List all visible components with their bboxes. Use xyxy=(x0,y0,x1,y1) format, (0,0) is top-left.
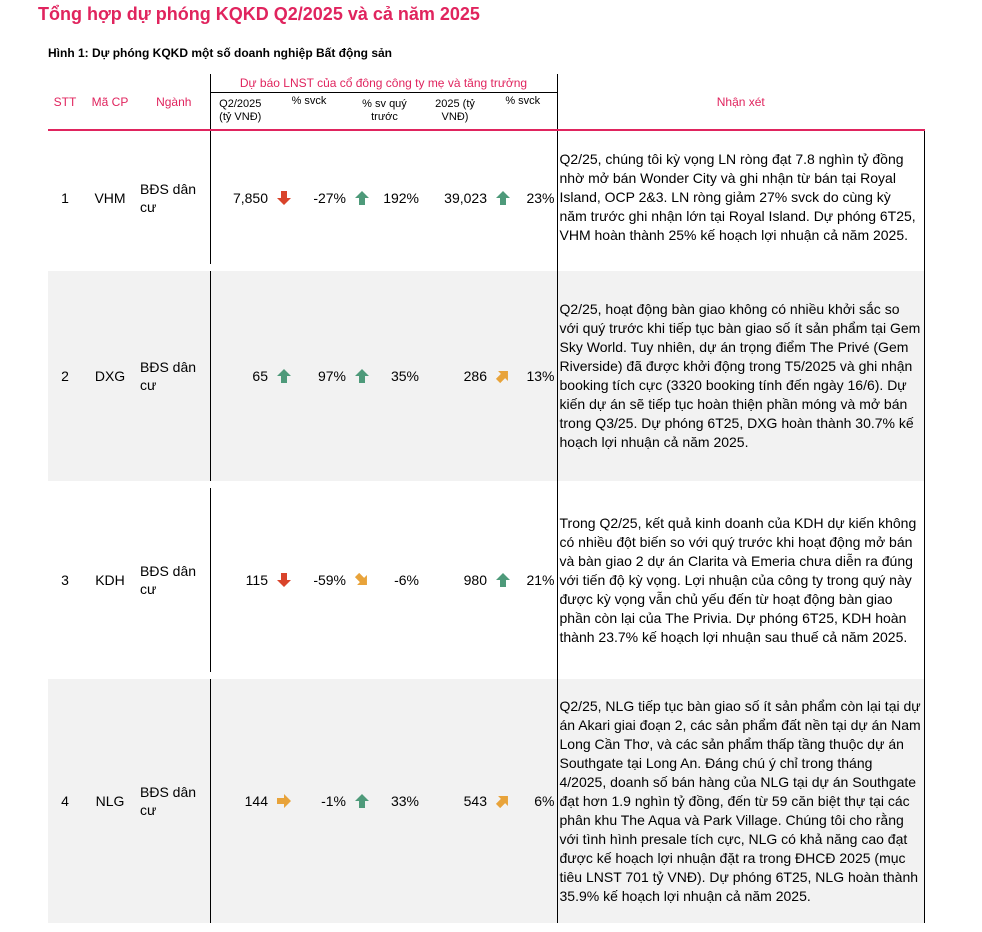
header-fy-line1: 2025 (tỷ xyxy=(435,97,475,110)
header-q2-line1: Q2/2025 xyxy=(219,97,262,110)
table-row xyxy=(48,488,924,672)
arrow-down-red-icon xyxy=(276,572,292,588)
cell-sector xyxy=(138,488,210,672)
cell-qoq-value: 35% xyxy=(390,368,419,384)
cell-yoy-value: -27% xyxy=(313,189,346,206)
header-sector: Ngành xyxy=(138,74,210,130)
cell-fy-yoy-value: 6% xyxy=(534,793,555,809)
cell-qoq xyxy=(348,679,421,923)
cell-fy-yoy-value: 21% xyxy=(526,572,555,588)
cell-fy: 39,023 xyxy=(444,189,487,206)
table-row xyxy=(48,130,924,264)
cell-comment: Q2/25, chúng tôi kỳ vọng LN ròng đạt 7.8 nghìn tỷ đồng nhờ mở bán Wonder City và ghi nhận từ bán tại Royal Island, OCP 2&3. LN ròng giảm 27% svck do cùng kỳ năm trước ghi nhận lớn tại Royal Island. Dự phóng 6T25, VHM hoàn thành 25% kế hoạch lợi nhuận cả năm 2025. xyxy=(557,130,924,264)
cell-ticker: NLG xyxy=(82,679,138,923)
cell-sector xyxy=(138,271,210,481)
cell-ticker: VHM xyxy=(94,189,126,206)
arrow-up-right-orange-icon xyxy=(495,368,511,384)
cell-fy-yoy-value: 23% xyxy=(526,189,555,206)
arrow-up-green-icon xyxy=(354,190,370,206)
header-comment: Nhận xét xyxy=(557,74,924,130)
cell-sector-line1: BĐS dân xyxy=(140,563,197,579)
cell-ticker: KDH xyxy=(95,572,125,588)
figure-caption: Hình 1: Dự phóng KQKD một số doanh nghiệp Bất động sản xyxy=(48,46,392,60)
cell-fy-yoy xyxy=(489,488,557,672)
cell-fy-yoy xyxy=(489,130,557,264)
row-spacer xyxy=(48,481,924,488)
header-fy-line2: VNĐ) xyxy=(441,110,469,123)
cell-fy: 286 xyxy=(421,271,489,481)
arrow-down-right-orange-icon xyxy=(354,572,370,588)
cell-sector-line2: cư xyxy=(140,581,157,597)
cell-yoy-value: -1% xyxy=(321,793,346,809)
cell-yoy xyxy=(270,488,348,672)
cell-comment: Q2/25, NLG tiếp tục bàn giao số ít sản phẩm còn lại tại dự án Akari giai đoạn 2, các sản phẩm đất nền tại dự án Nam Long Cần Thơ, và các sản phẩm thấp tầng thuộc dự án Southgate tại Long An. Đáng chú ý chỉ trong tháng 4/2025, doanh số bán hàng của NLG tại dự án Southgate đạt hơn 1.9 nghìn tỷ đồng, đến từ 59 căn biệt thự tại các phân khu The Aqua và Park Village. Chúng tôi cho rằng với tình hình presale tích cực, NLG có khả năng cao đạt được kế hoạch lợi nhuận đặt ra trong ĐHCĐ 2025 (mục tiêu LNST 701 tỷ VNĐ). Dự phóng 6T25, NLG hoàn thành 35.9% kế hoạch lợi nhuận cả năm 2025. xyxy=(557,679,924,923)
row-spacer xyxy=(48,264,924,271)
cell-qoq xyxy=(348,271,421,481)
cell-sector-line1: BĐS dân xyxy=(140,784,197,800)
arrow-up-green-icon xyxy=(495,190,511,206)
header-stt: STT xyxy=(48,74,82,130)
cell-fy-yoy xyxy=(489,271,557,481)
cell-sector-line1: BĐS dân xyxy=(140,180,197,197)
cell-comment: Trong Q2/25, kết quả kinh doanh của KDH dự kiến không có nhiều đột biến so với quý trước khi hoạt động mở bán và bàn giao 2 dự án Clarita và Emeria chưa diễn ra đúng với tiến độ kỳ vọng. Lợi nhuận của công ty trong quý này được kỳ vọng vẫn chủ yếu đến từ hoạt động bàn giao phần còn lại của The Privia. Dự phóng 6T25, KDH hoàn thành 23.7% kế hoạch lợi nhuận sau thuế cả năm 2025. xyxy=(557,488,924,672)
cell-fy: 543 xyxy=(421,679,489,923)
header-yoy: % svck xyxy=(270,92,348,130)
cell-qoq xyxy=(348,488,421,672)
arrow-up-right-orange-icon xyxy=(495,793,511,809)
arrow-down-red-icon xyxy=(276,190,292,206)
page-title: Tổng hợp dự phóng KQKD Q2/2025 và cả năm 2025 xyxy=(38,4,480,24)
cell-q2: 115 xyxy=(210,488,270,672)
cell-ticker: DXG xyxy=(82,271,138,481)
cell-fy: 980 xyxy=(463,572,487,588)
cell-yoy xyxy=(270,679,348,923)
arrow-right-orange-icon xyxy=(276,793,292,809)
cell-yoy-value: -59% xyxy=(313,572,346,588)
table-row xyxy=(48,679,924,923)
forecast-table xyxy=(48,74,925,923)
table-row xyxy=(48,271,924,481)
arrow-up-green-icon xyxy=(276,368,292,384)
arrow-up-green-icon xyxy=(354,793,370,809)
header-qoq-line2: trước xyxy=(371,110,398,123)
header-q2 xyxy=(210,92,270,130)
cell-stt: 2 xyxy=(48,271,82,481)
cell-sector xyxy=(138,679,210,923)
cell-qoq-value: 192% xyxy=(383,189,419,206)
header-qoq xyxy=(348,92,421,130)
cell-stt: 3 xyxy=(61,572,69,588)
cell-stt: 4 xyxy=(48,679,82,923)
header-fy xyxy=(421,92,489,130)
header-ticker: Mã CP xyxy=(82,74,138,130)
row-spacer xyxy=(48,672,924,679)
cell-qoq-value: -6% xyxy=(394,572,419,588)
header-group-forecast: Dự báo LNST của cổ đông công ty mẹ và tăng trưởng xyxy=(210,74,557,92)
cell-sector-line2: cư xyxy=(140,198,157,215)
cell-q2: 144 xyxy=(210,679,270,923)
cell-qoq xyxy=(348,130,421,264)
cell-fy-yoy xyxy=(489,679,557,923)
cell-sector-line2: cư xyxy=(140,802,157,818)
arrow-up-green-icon xyxy=(354,368,370,384)
header-fy-yoy: % svck xyxy=(489,92,557,130)
header-qoq-line1: % sv quý xyxy=(362,97,407,110)
cell-qoq-value: 33% xyxy=(390,793,419,809)
arrow-up-green-icon xyxy=(495,572,511,588)
cell-fy-yoy-value: 13% xyxy=(526,368,555,384)
cell-sector xyxy=(138,130,210,264)
cell-sector-line1: BĐS dân xyxy=(140,359,197,375)
cell-comment: Q2/25, hoạt động bàn giao không có nhiều khởi sắc so với quý trước khi tiếp tục bàn giao số ít sản phẩm tại Gem Sky World. Tuy nhiên, dự án trọng điểm The Privé (Gem Riverside) đã được khởi động trong T5/2025 và ghi nhận booking tích cực (3320 booking tính đến ngày 16/6). Dự kiến dự án sẽ tiếp tục hoàn thiện phần móng và mở bán trong Q3/25. Dự phóng 6T25, DXG hoàn thành 30.7% kế hoạch lợi nhuận cả năm 2025. xyxy=(557,271,924,481)
cell-yoy xyxy=(270,130,348,264)
header-q2-line2: (tỷ VNĐ) xyxy=(219,110,262,123)
cell-q2: 7,850 xyxy=(210,130,270,264)
cell-stt: 1 xyxy=(61,189,69,206)
cell-q2: 65 xyxy=(210,271,270,481)
cell-sector-line2: cư xyxy=(140,377,157,393)
cell-yoy-value: 97% xyxy=(317,368,346,384)
cell-yoy xyxy=(270,271,348,481)
